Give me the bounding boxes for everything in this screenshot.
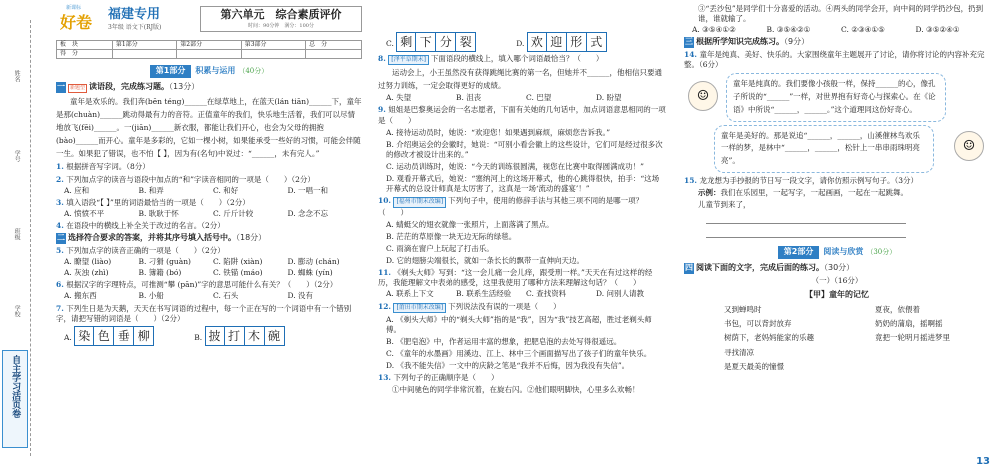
grid-char: 染 [74,326,94,346]
grid-char: 形 [567,32,587,52]
logo-text: 好卷 [60,13,93,32]
score-table [56,40,362,59]
section-title: 根据所学知识完成练习。 [696,37,784,47]
option[interactable]: B. 《肥皂泡》中，作者运用丰富的想象，把肥皂泡的去处写得很遥远。 [386,336,622,346]
question-2 [56,175,362,185]
example-text: 我们在乐园里，一起写字，一起画画，一起在一起跳舞。 [720,188,908,198]
gutter-label-school: 学校 [13,305,21,317]
poem-line: 书包，可以背封放弃 [724,319,792,329]
brand-vertical: 自主学习活页卷 [2,350,28,448]
q3-options [64,209,362,219]
grid-char: 下 [416,32,436,52]
q13-sentences-cont: ③“丢沙包”是同学们十分喜爱的活动。④两头的同学会开，向中间的同学扔沙包，扔到谁，谁就输了。 [698,4,984,24]
option[interactable]: C. 查找资料 [526,289,567,299]
option[interactable]: C. 斤斤计较 [213,208,254,218]
part1-banner [56,65,362,78]
score-head: 板 块 [57,41,113,50]
subsection-title: （一）（16分） [811,275,863,285]
option[interactable]: C. 运动员训练时，她说：“今天的训练很圆满，视您在比赛中取得圆满成功！” [386,162,644,172]
section-title: 读语段，完成练习题。 [89,81,170,91]
question-number: 4. [56,221,64,231]
option[interactable]: A. 瞭望 (liào) [64,257,112,267]
option[interactable]: B. 介绍奥运会的会徽时，她说：“可别小看会徽上的这些设计，它们可是经过很多次的修改才被设计出来的。” [386,139,663,159]
score-cell[interactable] [241,50,305,59]
score-head: 第1部分 [112,41,176,50]
edition [108,6,200,38]
grid-char: 式 [587,32,607,52]
option[interactable]: A. 接待运动员时，她说：“欢迎您！如果遇到麻烦，麻烦您告诉我。” [386,127,611,137]
source-tag: [莆田市期末改编] [393,303,446,313]
question-3 [56,198,362,208]
question-number: 14. [684,50,698,60]
part-points: （40分） [238,67,269,76]
option[interactable]: B. 沮丧 [456,93,482,103]
passage: 童年是欢乐的。我们奔(bēn téng)______在绿草地上，在蓝天(lán tiān)______下，童年是那(chuàn)______跳动得最有力的音符。正值童年的我们，快乐地生活着，我们可以尽情地放飞(fēi)______。一(jiān)______新衣服，都能让我们开心，也会为父母的拥抱(bào)______而开心。童年是多彩的，它如一棵小树，如果能承受一些好的习惯，可能会伴随一生。如果犯了错误，也不怕【 】，因为有(名句)中说过：“______，未有完人。” [56,96,362,159]
question-text: 下列加点字的读音正确的一项是（ ）（2分） [66,245,225,255]
option[interactable]: D. 盼望 [596,93,622,103]
question-text: 在语段中的横线上补全关于改过的名言。（2分） [66,221,225,231]
gutter-label-number: 学号 [13,150,21,162]
answer-line[interactable] [706,213,906,224]
q7-option-b[interactable] [194,326,284,346]
option[interactable]: C. 《童年的水墨画》用溪边、江上、林中三个画面描写出了孩子们的童年快乐。 [386,349,652,359]
option[interactable]: A. 《剃头大师》中的“剃头大师”指的是“我”，因为“我”技艺高超，胜过老剃头师傅。 [386,314,652,334]
section-1-title [56,82,362,93]
option[interactable]: D. ③⑤②④① [915,25,960,35]
option[interactable]: C. 铁锚 (máo) [213,268,263,278]
score-head: 第2部分 [177,41,241,50]
option[interactable]: B. 和弄 [138,185,164,195]
question-number: 6. [56,280,64,290]
poem-title: 【甲】童年的记忆 [805,290,869,300]
section-points: （18分） [236,233,267,243]
question-text: 下面语段的横线上，填入哪个词语最恰当？（ ） [430,54,604,63]
option[interactable]: A. 蜻蜓父的翅衣就像一张照片，上面落满了黑点。 [386,219,554,229]
q5-options-a [64,257,362,267]
question-number: 8. [378,54,386,63]
page-number: 13 [976,455,990,467]
logo-top: 新课标 [66,5,82,11]
option[interactable]: C. ②③④①⑤ [841,25,885,35]
score-cell[interactable] [177,50,241,59]
middle-page [368,0,676,476]
question-14 [684,50,990,70]
binding-gutter [0,0,48,476]
poem-line: 又到蝉鸣时 [724,304,762,314]
q7-option-c[interactable] [386,32,476,52]
answer-line[interactable] [706,227,906,238]
poem-line: 竟把一轮明月摇进梦里 [875,333,950,343]
grid-char: 打 [225,326,245,346]
question-4 [56,221,362,231]
grid-char: 裂 [456,32,476,52]
option[interactable]: D. 膨动 (chán) [287,257,340,267]
gutter-label-class: 班级 [13,228,21,240]
option[interactable]: D. 观看开幕式后，她说：“塞纳河上的这场开幕式，他的心跳得很快，拍手：“这场开幕式的总设计师真是太厉害了，这真是一场‘流动的盛宴’！” [386,174,660,194]
q8-options [386,93,666,103]
section-4-title [684,263,990,274]
logo [56,2,108,36]
section-number: 四 [685,263,693,273]
question-number: 15. [684,175,698,185]
option[interactable]: D. 《我不能失信》一文中的庆龄之笔是“我并不后悔，因为我没有失信”。 [386,361,630,371]
poem-line: 奶奶的蒲扇，摇啊摇 [875,319,943,329]
grid-char: 木 [245,326,265,346]
char-grid [74,326,154,346]
grid-char: 垂 [114,326,134,346]
section-title: 阅读下面的文字，完成后面的练习。 [696,263,824,273]
grid-char: 欢 [527,32,547,52]
q15-example [698,188,990,198]
question-8 [378,54,666,65]
option[interactable]: B. 刁猾 (guàn) [138,257,191,267]
question-text: 下列句子中，使用的修辞手法与其他三项不同的是哪一项？（ ） [378,196,644,217]
left-content [56,0,362,346]
question-number: 2. [56,174,64,184]
part-label: 第2部分 [778,246,820,259]
girl-avatar-icon: ☺ [688,81,718,111]
section-points: （30分） [824,263,855,273]
section-points: （9分） [784,37,810,47]
source-tag: [泽平阜期末] [388,55,429,65]
option[interactable]: A. 应和 [64,185,90,195]
option[interactable]: B. 联系生活经验 [456,289,512,299]
poem-right [875,303,950,374]
question-number: 1. [56,162,64,172]
option[interactable]: C. 石头 [213,291,239,301]
edition-title: 福建专用 [108,7,161,22]
q7-option-d[interactable] [516,32,607,52]
question-number: 12. [378,301,392,311]
option[interactable]: A. 搬东西 [64,291,97,301]
score-cell[interactable] [306,50,362,59]
q7-boxes-ab [64,326,362,346]
grid-char: 披 [205,326,225,346]
source-tag: [福州市期末改编] [393,197,446,207]
question-13 [378,373,666,383]
option[interactable]: D. 蜘蛛 (yín) [287,268,333,278]
question-11 [378,268,666,288]
option[interactable]: D. 念念不忘 [287,208,329,218]
section-number: 二 [57,233,65,243]
option[interactable]: D. 它的翅膀尖端很长，就如一条长长的飘带一直伸向天边。 [386,256,585,266]
question-text: 龙龙想为手抄报的节日写一段文字，请你仿照示例写句子。（3分） [699,175,918,185]
exam-header [56,0,362,38]
q6-options [64,291,362,301]
option[interactable]: A. 灰浊 (zhì) [64,268,109,278]
question-number: 9. [378,105,386,115]
section-3-title [684,37,990,48]
q5-options-b [64,268,362,278]
option[interactable]: B. ③⑤④②① [766,25,811,35]
poem-line: 寻找清凉 [724,347,754,357]
poem-left [724,303,814,374]
part-label: 第1部分 [150,65,192,78]
middle-content [378,0,666,397]
part-title: 积累与运用 [195,66,236,76]
question-12 [378,302,666,313]
question-text: 下列生日是为天鹅，天天在书写词语的过程中，每一个正在写的一个词语中有一个错别字，请把写错的词语是（ ）（2分） [56,303,352,323]
speech-bubble[interactable]: 童年是纯真的。我们要像小孩般一样，保持______的心，像孔子所说的“______”一样，对世界抱有好奇心与探索心。在《论语》中所说“______，______。”这个道理同这份好奇心。 [726,73,946,121]
option[interactable]: D. 一唱一和 [287,185,329,195]
grid-char: 剩 [396,32,416,52]
right-content [684,0,990,374]
discussion-2 [684,125,990,173]
section-number: 三 [685,37,693,47]
poem-line: 是夏天最美的憧憬 [724,361,784,371]
char-grid [205,326,285,346]
question-number: 13. [378,373,392,383]
discussion-1 [684,73,990,121]
option[interactable]: C. 巴望 [526,93,552,103]
question-text: 下列加点字的读音与语段中加点的“和”字读音相同的一项是（ ）（2分） [66,174,315,184]
option[interactable]: B. 茫茫的草原像一块无边无际的绿毯。 [386,231,517,241]
cut-line [30,20,31,456]
option-label: D. [516,39,525,48]
question-number: 3. [56,197,64,207]
left-page [0,0,368,476]
option[interactable]: B. 小船 [138,291,164,301]
option[interactable]: A. 愤愤不平 [64,208,105,218]
question-7 [56,304,362,324]
option-label: A. [64,332,72,342]
option[interactable]: B. 簿籍 (bó) [138,268,182,278]
boy-avatar-icon: ☺ [954,131,984,161]
grid-char: 色 [94,326,114,346]
question-1 [56,162,362,172]
section-2-title [56,233,362,244]
question-number: 7. [56,303,64,313]
question-text: 下列句子的正确顺序是（ ） [393,373,499,383]
poem-body [684,303,990,374]
q13-sentences: ①中间驰色的同学非常沉着，在旋右闪。②他们眼明脚快，心里多么欢畅！ [392,385,640,395]
grid-char: 迎 [547,32,567,52]
edition-sub: 3年级 语文下(RJ版) [108,23,162,31]
question-text: 童年是纯真、美好、快乐的。大家围绕童年主题展开了讨论，请你将讨论的内容补充完整。（6分） [684,50,985,70]
q7-boxes-cd [386,32,666,52]
question-number: 10. [378,196,392,206]
section-number: 一 [57,81,65,91]
part-points: （30分） [866,248,897,257]
question-15 [684,176,990,186]
section-points: （13分） [169,81,200,91]
score-cell[interactable] [112,50,176,59]
section-title: 选择符合要求的答案，并将其序号填入括号中。 [68,233,236,243]
char-grid [527,32,607,52]
q7-option-a[interactable] [64,326,154,346]
poem-line: 夏夜，依偎着 [875,304,920,314]
score-label: 得 分 [57,50,113,59]
grid-char: 碗 [265,326,285,346]
q11-options [386,289,666,299]
option[interactable]: C. 陷阱 (xiàn) [213,257,263,267]
speech-bubble[interactable]: 童年是美好的。那是说追“______，______，山溪催林鸟欢乐一样的梦，是林中“______，______，松针上一串串雨珠明亮亮”。 [714,125,934,173]
question-text: 根据汉字的字理特点，可推测“攀 (pān)”字的意思可能什么有关？（ ）（2分） [66,280,338,290]
question-text: 根据拼音写字词。（8分） [66,162,150,172]
option[interactable]: D. 没有 [287,291,314,301]
option[interactable]: A. 失望 [386,93,412,103]
question-10 [378,196,666,217]
part2-banner [684,246,990,259]
unit-title: 第六单元 综合素质评价 [220,8,342,21]
score-head: 第3部分 [241,41,305,50]
question-text: 填入语段“【 】”里的词语最恰当的一项是（ ）（2分） [66,197,250,207]
q2-options [64,186,362,196]
question-text: 姐姐是巴黎奥运会的一名志愿者，下面有关她的几句话中，加点词语意思相同的一项是（ ） [378,105,666,125]
unit-title-box [200,6,362,32]
gutter-label-name: 姓名 [13,70,21,82]
right-page [676,0,1000,476]
option-label: C. [386,39,394,48]
option[interactable]: C. 雨滴在窗户上玩起了打击乐。 [386,243,494,253]
question-text: 下列说法没有误的一项是（ ） [448,301,561,311]
option[interactable]: D. 问别人请教 [596,289,645,299]
q13-options [692,25,990,35]
part-title: 阅读与欣赏 [823,247,864,257]
score-head: 总 分 [306,41,362,50]
question-text: 《剃头大师》写到：“这一会儿痛一会儿痒，跟受刑一样。”天天在有过这样的经历，我能理解文中表弟的感受，这里我使用了哪种方法来理解这句话？（ ） [378,268,653,288]
poem-line: 树荫下，老妈妈能家的乐趣 [724,333,814,343]
option[interactable]: C. 和好 [213,185,239,195]
grid-char: 分 [436,32,456,52]
question-number: 5. [56,245,64,255]
grid-char: 柳 [134,326,154,346]
q8-passage: 运动会上，小王虽然没有获得跳绳比赛的第一名，但她并不______，他相信只要通过努力训练，一定会取得更好的成绩。 [378,68,662,91]
option[interactable]: B. 耿耿于怀 [138,208,179,218]
time-info: 时间：90分钟 满分：100分 [248,22,314,29]
q15-prompt: 儿童节到来了， [698,200,751,210]
question-number: 11. [378,268,392,278]
option[interactable]: A. 联系上下文 [386,289,434,299]
option[interactable]: A. ③⑤④①② [692,25,736,35]
question-5 [56,246,362,256]
question-9 [378,105,666,125]
question-6 [56,280,362,290]
example-label: 示例： [698,188,721,198]
new-type-tag: 新题型 [70,84,86,91]
option-label: B. [194,332,203,342]
char-grid [396,32,476,52]
